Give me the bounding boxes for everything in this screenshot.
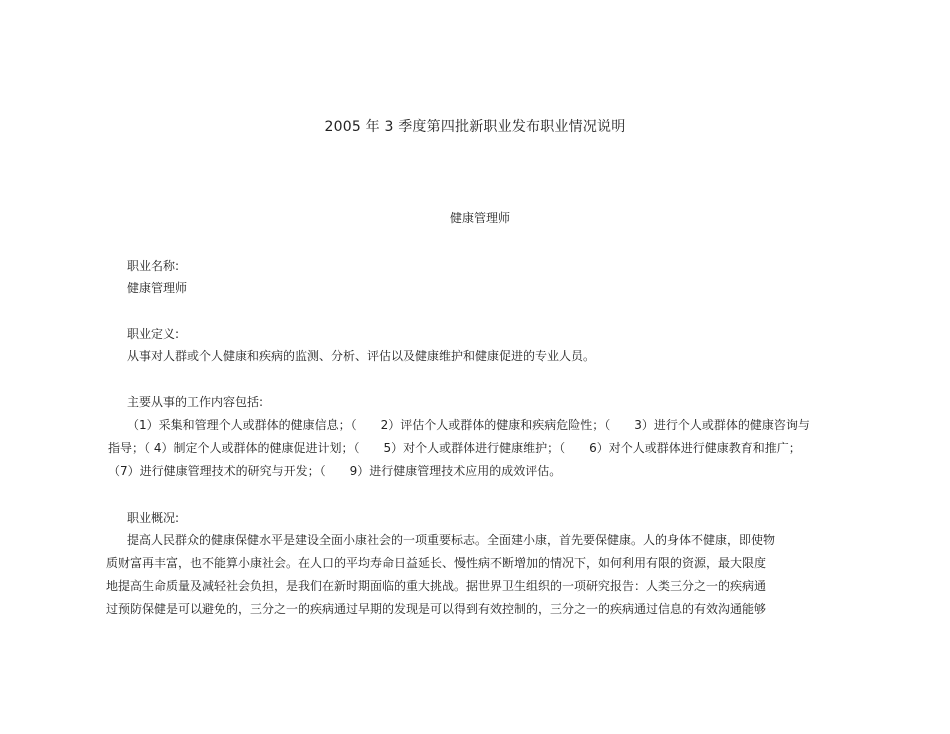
occupation-definition-heading: 职业定义: <box>127 327 180 341</box>
work-content-line-2: 指导；（ 4）制定个人或群体的健康促进计划；（ 5）对个人或群体进行健康维护；（ 6）对个人或群体进行健康教育和推广； <box>108 441 801 455</box>
page-title: 2005 年 3 季度第四批新职业发布职业情况说明 <box>324 119 626 135</box>
overview-heading: 职业概况: <box>127 511 180 525</box>
overview-line-1: 提高人民群众的健康保健水平是建设全面小康社会的一项重要标志。全面建小康，首先要保健康。人的身体不健康，即使物 <box>127 533 776 547</box>
occupation-subtitle: 健康管理师 <box>450 211 511 225</box>
work-content-line-1: （1）采集和管理个人或群体的健康信息；（ 2）评估个人或群体的健康和疾病危险性；（ 3）进行个人或群体的健康咨询与 <box>127 418 810 432</box>
overview-line-3: 地提高生命质量及减轻社会负担，是我们在新时期面临的重大挑战。据世界卫生组织的一项研究报告：人类三分之一的疾病通 <box>106 579 767 593</box>
occupation-definition-text: 从事对人群或个人健康和疾病的监测、分析、评估以及健康维护和健康促进的专业人员。 <box>127 349 596 363</box>
occupation-name-heading: 职业名称: <box>127 259 180 273</box>
work-content-line-3: （7）进行健康管理技术的研究与开发；（ 9）进行健康管理技术应用的成效评估。 <box>108 464 562 478</box>
overview-line-2: 质财富再丰富，也不能算小康社会。在人口的平均寿命日益延长、慢性病不断增加的情况下，如何利用有限的资源，最大限度 <box>106 556 767 570</box>
work-content-heading: 主要从事的工作内容包括: <box>127 395 264 409</box>
occupation-name-value: 健康管理师 <box>127 281 188 295</box>
overview-line-4: 过预防保健是可以避免的，三分之一的疾病通过早期的发现是可以得到有效控制的，三分之一的疾病通过信息的有效沟通能够 <box>106 602 767 616</box>
